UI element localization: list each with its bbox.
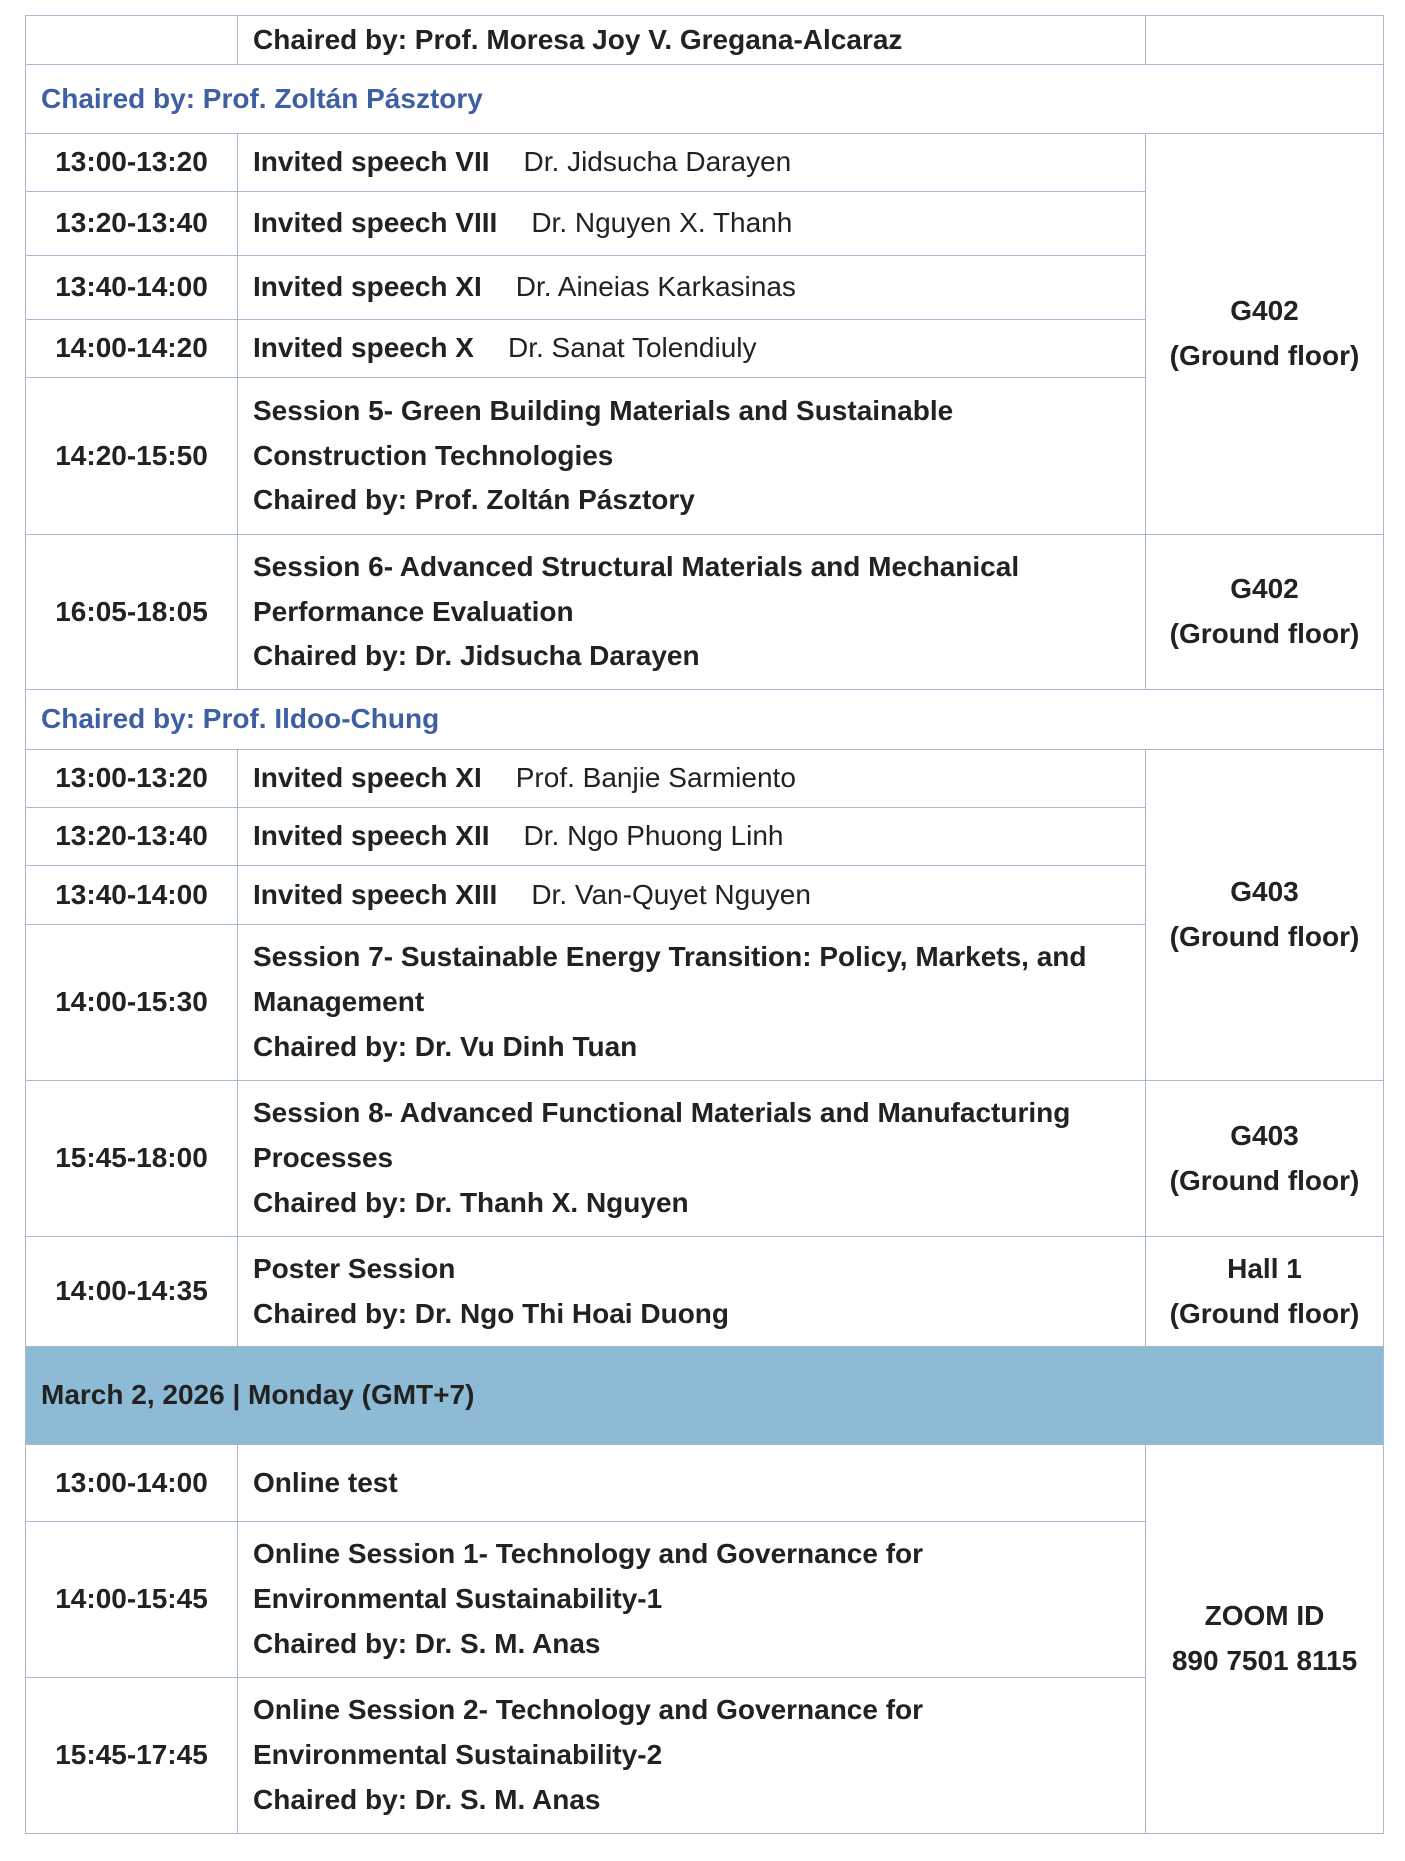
session-title-line-1: Online Session 1- Technology and Governance for — [253, 1538, 924, 1570]
time-cell: 14:00-14:35 — [26, 1237, 238, 1347]
chair-header: Chaired by: Prof. Ildoo-Chung — [26, 690, 1384, 750]
venue-floor: (Ground floor) — [1169, 1297, 1360, 1329]
session-cell — [238, 1237, 1146, 1347]
time-cell: 15:45-17:45 — [26, 1678, 238, 1834]
venue-room: G403 — [1230, 876, 1299, 908]
session-cell — [238, 866, 1146, 925]
session-chair: Chaired by: Prof. Zoltán Pásztory — [253, 484, 695, 516]
speech-title: Invited speech XI — [253, 762, 482, 794]
time-cell: 14:00-15:45 — [26, 1522, 238, 1678]
speech-title: Invited speech XII — [253, 820, 490, 852]
session-title-line-2: Environmental Sustainability-1 — [253, 1583, 663, 1615]
venue-cell — [1146, 134, 1384, 535]
session-title-line-2: Performance Evaluation — [253, 595, 574, 627]
time-cell: 13:40-14:00 — [26, 866, 238, 925]
time-cell: 13:40-14:00 — [26, 256, 238, 320]
venue-cell — [1146, 750, 1384, 1081]
session-cell — [238, 535, 1146, 690]
venue-cell — [1146, 1237, 1384, 1347]
session-cell — [238, 750, 1146, 808]
venue-floor: (Ground floor) — [1169, 1164, 1360, 1196]
session-title-line-1: Session 7- Sustainable Energy Transition: Policy, Markets, and — [253, 941, 1087, 973]
venue-cell — [1146, 16, 1384, 65]
session-cell — [238, 808, 1146, 866]
table-row — [26, 1081, 1384, 1237]
venue-cell — [1146, 535, 1384, 690]
session-cell — [238, 1522, 1146, 1678]
speech-title: Invited speech VIII — [253, 207, 498, 239]
table-row — [26, 535, 1384, 690]
session-chair: Chaired by: Dr. Jidsucha Darayen — [253, 640, 700, 672]
session-title-line-2: Construction Technologies — [253, 439, 614, 471]
venue-floor: (Ground floor) — [1169, 618, 1360, 649]
session-cell — [238, 134, 1146, 192]
conference-schedule — [25, 15, 1384, 1834]
time-cell: 14:00-15:30 — [26, 925, 238, 1081]
session-cell — [238, 378, 1146, 535]
day-header-row — [26, 1347, 1384, 1445]
time-cell: 16:05-18:05 — [26, 535, 238, 690]
session-cell — [238, 256, 1146, 320]
time-cell — [26, 16, 238, 65]
session-title-line-2: Processes — [253, 1142, 394, 1174]
venue-room: G403 — [1230, 1119, 1299, 1151]
speaker-name: Dr. Aineias Karkasinas — [515, 271, 796, 303]
time-cell: 13:00-13:20 — [26, 750, 238, 808]
venue-floor: (Ground floor) — [1169, 921, 1360, 952]
venue-room: Hall 1 — [1227, 1252, 1302, 1284]
session-cell — [238, 320, 1146, 378]
speaker-name: Dr. Jidsucha Darayen — [523, 146, 792, 178]
speaker-name: Dr. Nguyen X. Thanh — [531, 207, 793, 239]
speech-title: Invited speech XIII — [253, 878, 498, 910]
table-row — [26, 16, 1384, 65]
venue-zoom-label: ZOOM ID — [1204, 1600, 1325, 1632]
venue-cell — [1146, 1081, 1384, 1237]
session-title-line-1: Session 5- Green Building Materials and Sustainable — [253, 394, 954, 426]
session-chair: Chaired by: Dr. Thanh X. Nguyen — [253, 1186, 689, 1218]
session-cell — [238, 925, 1146, 1081]
session-title-line-1: Online Session 2- Technology and Governance for — [253, 1694, 924, 1726]
venue-cell — [1146, 1445, 1384, 1834]
table-row — [26, 1445, 1384, 1522]
session-cell — [238, 192, 1146, 256]
time-cell: 13:20-13:40 — [26, 192, 238, 256]
session-title-line-1: Session 8- Advanced Functional Materials and Manufacturing — [253, 1097, 1071, 1129]
speaker-name: Prof. Banjie Sarmiento — [515, 762, 796, 794]
session-chair: Chaired by: Dr. S. M. Anas — [253, 1627, 601, 1659]
chair-header-row — [26, 690, 1384, 750]
time-cell: 15:45-18:00 — [26, 1081, 238, 1237]
venue-room: G402 — [1230, 573, 1299, 605]
table-row — [26, 1237, 1384, 1347]
speaker-name: Dr. Van-Quyet Nguyen — [531, 878, 811, 910]
session-cell — [238, 16, 1146, 65]
venue-zoom-id: 890 7501 8115 — [1171, 1645, 1358, 1676]
speech-title: Invited speech XI — [253, 271, 482, 303]
session-title-line-1: Session 6- Advanced Structural Materials and Mechanical — [253, 550, 1020, 582]
table-row — [26, 134, 1384, 192]
chair-header-row — [26, 65, 1384, 134]
session-cell — [238, 1081, 1146, 1237]
schedule-table — [25, 15, 1384, 1834]
session-cell — [238, 1678, 1146, 1834]
speaker-name: Dr. Sanat Tolendiuly — [507, 332, 757, 364]
session-chair: Chaired by: Prof. Moresa Joy V. Gregana-Alcaraz — [253, 23, 903, 55]
session-chair: Chaired by: Dr. S. M. Anas — [253, 1783, 601, 1815]
session-cell: Online test — [238, 1445, 1146, 1522]
table-row — [26, 750, 1384, 808]
speaker-name: Dr. Ngo Phuong Linh — [523, 820, 784, 852]
session-title-line-2: Environmental Sustainability-2 — [253, 1739, 663, 1771]
time-cell: 13:20-13:40 — [26, 808, 238, 866]
time-cell: 14:00-14:20 — [26, 320, 238, 378]
speech-title: Invited speech X — [253, 332, 474, 364]
time-cell: 13:00-13:20 — [26, 134, 238, 192]
day-header: March 2, 2026 | Monday (GMT+7) — [26, 1347, 1384, 1445]
venue-floor: (Ground floor) — [1169, 340, 1360, 371]
time-cell: 13:00-14:00 — [26, 1445, 238, 1522]
speech-title: Invited speech VII — [253, 146, 490, 178]
venue-room: G402 — [1230, 295, 1299, 327]
chair-header: Chaired by: Prof. Zoltán Pásztory — [26, 65, 1384, 134]
time-cell: 14:20-15:50 — [26, 378, 238, 535]
session-chair: Chaired by: Dr. Vu Dinh Tuan — [253, 1030, 638, 1062]
session-title: Poster Session — [253, 1252, 456, 1284]
session-title-line-2: Management — [253, 986, 425, 1018]
session-chair: Chaired by: Dr. Ngo Thi Hoai Duong — [253, 1297, 729, 1329]
